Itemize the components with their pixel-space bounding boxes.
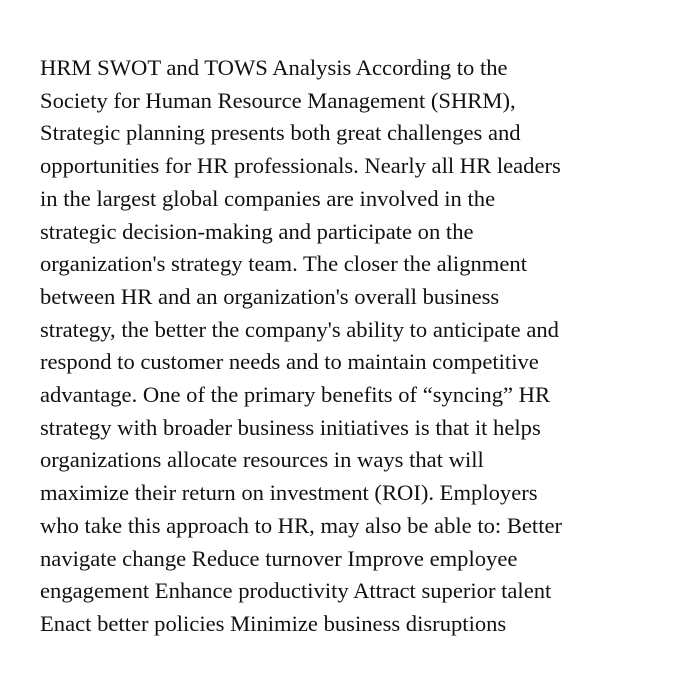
text-line-4: opportunities for HR professionals. Nearly all HR leaders (40, 153, 561, 179)
text-line-3: Strategic planning presents both great challenges and (40, 120, 521, 146)
text-line-6: strategic decision-making and participate on the (40, 218, 474, 244)
text-line-11: advantage. One of the primary benefits of “syncing” HR (40, 382, 551, 408)
text-line-13: organizations allocate resources in ways that will (40, 447, 484, 473)
text-line-14: maximize their return on investment (ROI). Employers (40, 480, 538, 506)
text-line-17: engagement Enhance productivity Attract superior talent (40, 578, 552, 604)
text-line-5: in the largest global companies are involved in the (40, 185, 496, 211)
text-line-9: strategy, the better the company's ability to anticipate and (40, 316, 559, 342)
text-line-15: who take this approach to HR, may also be able to: Better (40, 512, 563, 538)
body-paragraph (40, 52, 680, 641)
text-line-18: Enact better policies Minimize business disruptions (40, 610, 507, 636)
text-line-1: HRM SWOT and TOWS Analysis According to the (40, 55, 508, 80)
text-line-10: respond to customer needs and to maintain competitive (40, 349, 539, 375)
text-line-16: navigate change Reduce turnover Improve employee (40, 545, 518, 571)
text-line-12: strategy with broader business initiatives is that it helps (40, 414, 541, 440)
text-line-8: between HR and an organization's overall business (40, 283, 500, 309)
text-line-2: Society for Human Resource Management (SHRM), (40, 87, 516, 113)
text-line-7: organization's strategy team. The closer the alignment (40, 251, 527, 277)
